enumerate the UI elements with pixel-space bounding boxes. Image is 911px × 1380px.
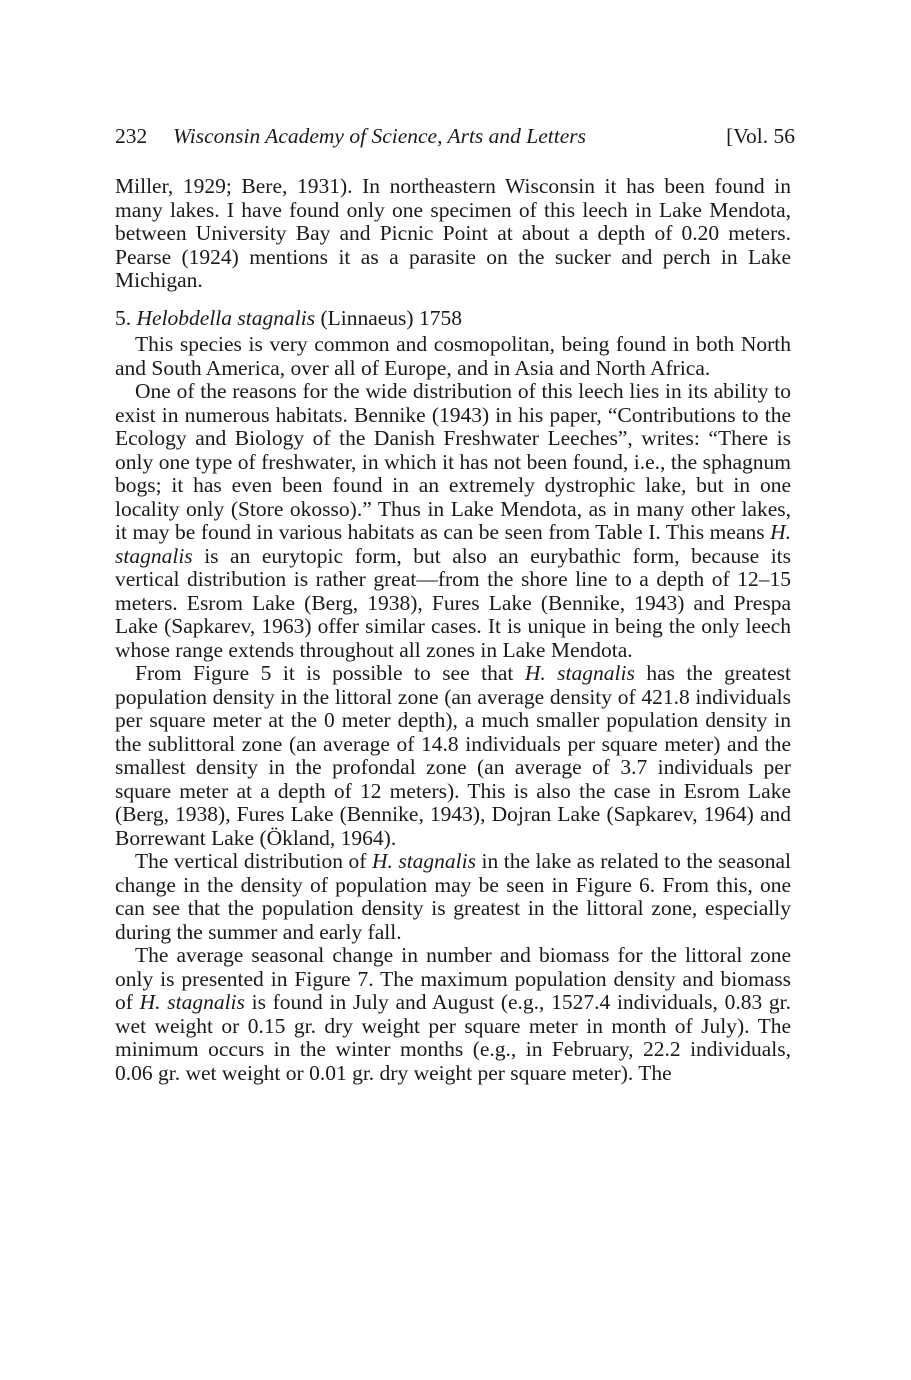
paragraph bbox=[115, 944, 791, 1085]
paragraph-text: in the lake as related to the seasonal change in the density of population may be seen in Figure 6. From this, one can see that the population density is greatest in the littoral zone, especially during the summer and early fall. bbox=[115, 849, 792, 944]
species-name: H. stagnalis bbox=[371, 849, 476, 873]
paragraph bbox=[115, 662, 791, 850]
paragraph: This species is very common and cosmopolitan, being found in both North and South America, over all of Europe, and in Asia and North Africa. bbox=[115, 332, 791, 380]
paragraph-text: is found in July and August (e.g., 1527.4 individuals, 0.83 gr. wet weight or 0.15 gr. dry weight per square meter in month of July). The minimum occurs in the winter months (e.g., in February, 22.2 individuals, 0.06 gr. wet weight or 0.01 gr. dry weight per square meter). The bbox=[115, 990, 791, 1085]
page-number: 232 bbox=[115, 124, 148, 148]
paragraph bbox=[115, 380, 791, 662]
species-name: H. stagnalis bbox=[139, 990, 245, 1014]
paragraph-text: From Figure 5 it is possible to see that bbox=[135, 661, 514, 685]
running-header bbox=[115, 124, 795, 152]
heading-authority: (Linnaeus) 1758 bbox=[320, 305, 462, 330]
paragraph-text: One of the reasons for the wide distribution of this leech lies in its ability to exist in numerous habitats. Bennike (1943) in his paper, “Contributions to the Ecology and Biology of the Danish Freshwater Leeches”, writes: “There is only one type of freshwater, in which it has not been found, i.e., the sphagnum bogs; it has even been found in an extremely dystrophic lake, but in one locality only (Store okosso).” Thus in Lake Mendota, as in many other lakes, it may be found in various habitats as can be seen from Table I. This means bbox=[115, 379, 791, 544]
heading-number: 5. bbox=[115, 305, 132, 330]
paragraph-text: is an eurytopic form, but also an eurybathic form, because its vertical distribution is rather great—from the shore line to a depth of 12–15 meters. Esrom Lake (Berg, 1938), Fures Lake (Bennike, 1943) and Prespa Lake (Sapkarev, 1963) offer similar cases. It is unique in being the only leech whose range extends throughout all zones in Lake Mendota. bbox=[115, 543, 792, 662]
paragraph-text: The average seasonal change in number and biomass for the littoral zone only is presented in Figure 7. The maximum population density and biomass of bbox=[115, 943, 791, 1014]
paragraph-text: has the greatest population density in the littoral zone (an average density of 421.8 individuals per square meter at the 0 meter depth), a much smaller population density in the sublittoral zone (an average of 14.8 individuals per square meter) and the smallest density in the profondal zone (an average of 3.7 individuals per square meter at a depth of 12 meters). This is also the case in Esrom Lake (Berg, 1938), Fures Lake (Bennike, 1943), Dojran Lake (Sapkarev, 1964) and Borrewant Lake (Ökland, 1964). bbox=[115, 661, 792, 850]
body-text bbox=[115, 175, 791, 1085]
paragraph-text: The vertical distribution of bbox=[135, 849, 367, 873]
species-name: H. stagnalis bbox=[524, 661, 635, 685]
paragraph bbox=[115, 850, 791, 944]
volume-label: [Vol. 56 bbox=[726, 124, 795, 148]
heading-species: Helobdella stagnalis bbox=[136, 305, 316, 330]
journal-title: Wisconsin Academy of Science, Arts and Letters bbox=[173, 124, 587, 148]
species-heading bbox=[115, 307, 791, 331]
paragraph: Miller, 1929; Bere, 1931). In northeastern Wisconsin it has been found in many lakes. I have found only one specimen of this leech in Lake Mendota, between University Bay and Picnic Point at about a depth of 0.20 meters. Pearse (1924) mentions it as a parasite on the sucker and perch in Lake Michigan. bbox=[115, 174, 791, 292]
species-name: H. stagnalis bbox=[115, 520, 792, 568]
